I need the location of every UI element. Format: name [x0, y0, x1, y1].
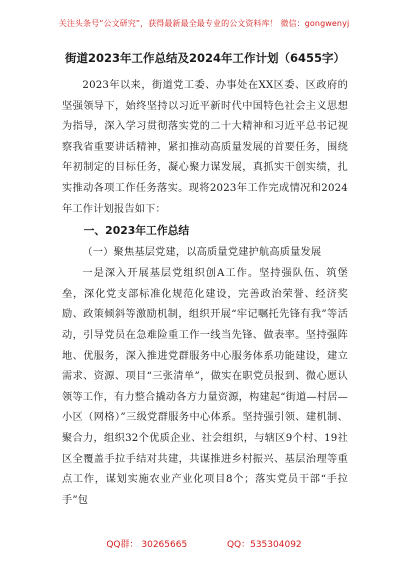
document-body — [62, 50, 348, 511]
section-heading: 一、2023年工作总结 — [83, 224, 190, 238]
body-paragraph: 一是深入开展基层党组织创A工作。坚持强队伍、筑堡垒，深化党支部标准化规范化建设，完善政治荣誉、经济奖励、政策倾斜等激励机制，组织开展“牢记嘱托先锋有我”等活动，引导党员在急难险重工作一线当先锋、做表率。坚持强阵地、优服务，深入推进党群服务中心服务体系功能建设，建立需求、资源、项目“三张清单”，做实在职党员报到、微心愿认领等工作，有力整合撬动各方力量资源，构建起“街道—村居—小区（网格）”三级党群服务中心体系。坚持强引领、建机制、聚合力，组织32个优质企业、社会组织，与辖区9个村、19社区全覆盖手拉手结对共建，共谋推进乡村振兴、基层治理等重点工作，谋划实施农业产业化项目8个；落实党员干部“手拉手”包 — [62, 268, 348, 506]
subsection-heading: （一）聚焦基层党建，以高质量党建护航高质量发展 — [82, 247, 322, 259]
footer-contact — [0, 537, 408, 550]
header-banner: 关注头条号“公文研究”，获得最新最全最专业的公文资料库！ 微信：gongwenyj — [58, 19, 350, 28]
footer-qq: QQ：535304092 — [226, 540, 302, 550]
document-title: 街道2023年工作总结及2024年工作计划（6455字） — [64, 51, 346, 65]
footer-qq-group: QQ群： 30265665 — [106, 540, 188, 550]
intro-paragraph: 2023年以来，街道党工委、办事处在XX区委、区政府的坚强领导下，始终坚持以习近平新时代中国特色社会主义思想为指导，深入学习贯彻落实党的二十大精神和习近平总书记视察我省重要讲话精神，紧扣推动高质量发展的首要任务，围绕年初制定的目标任务，凝心聚力谋发展，真抓实干创实绩，扎实推动各项工作任务落实。现将2023年工作完成情况和2024年工作计划报告如下： — [62, 80, 348, 215]
